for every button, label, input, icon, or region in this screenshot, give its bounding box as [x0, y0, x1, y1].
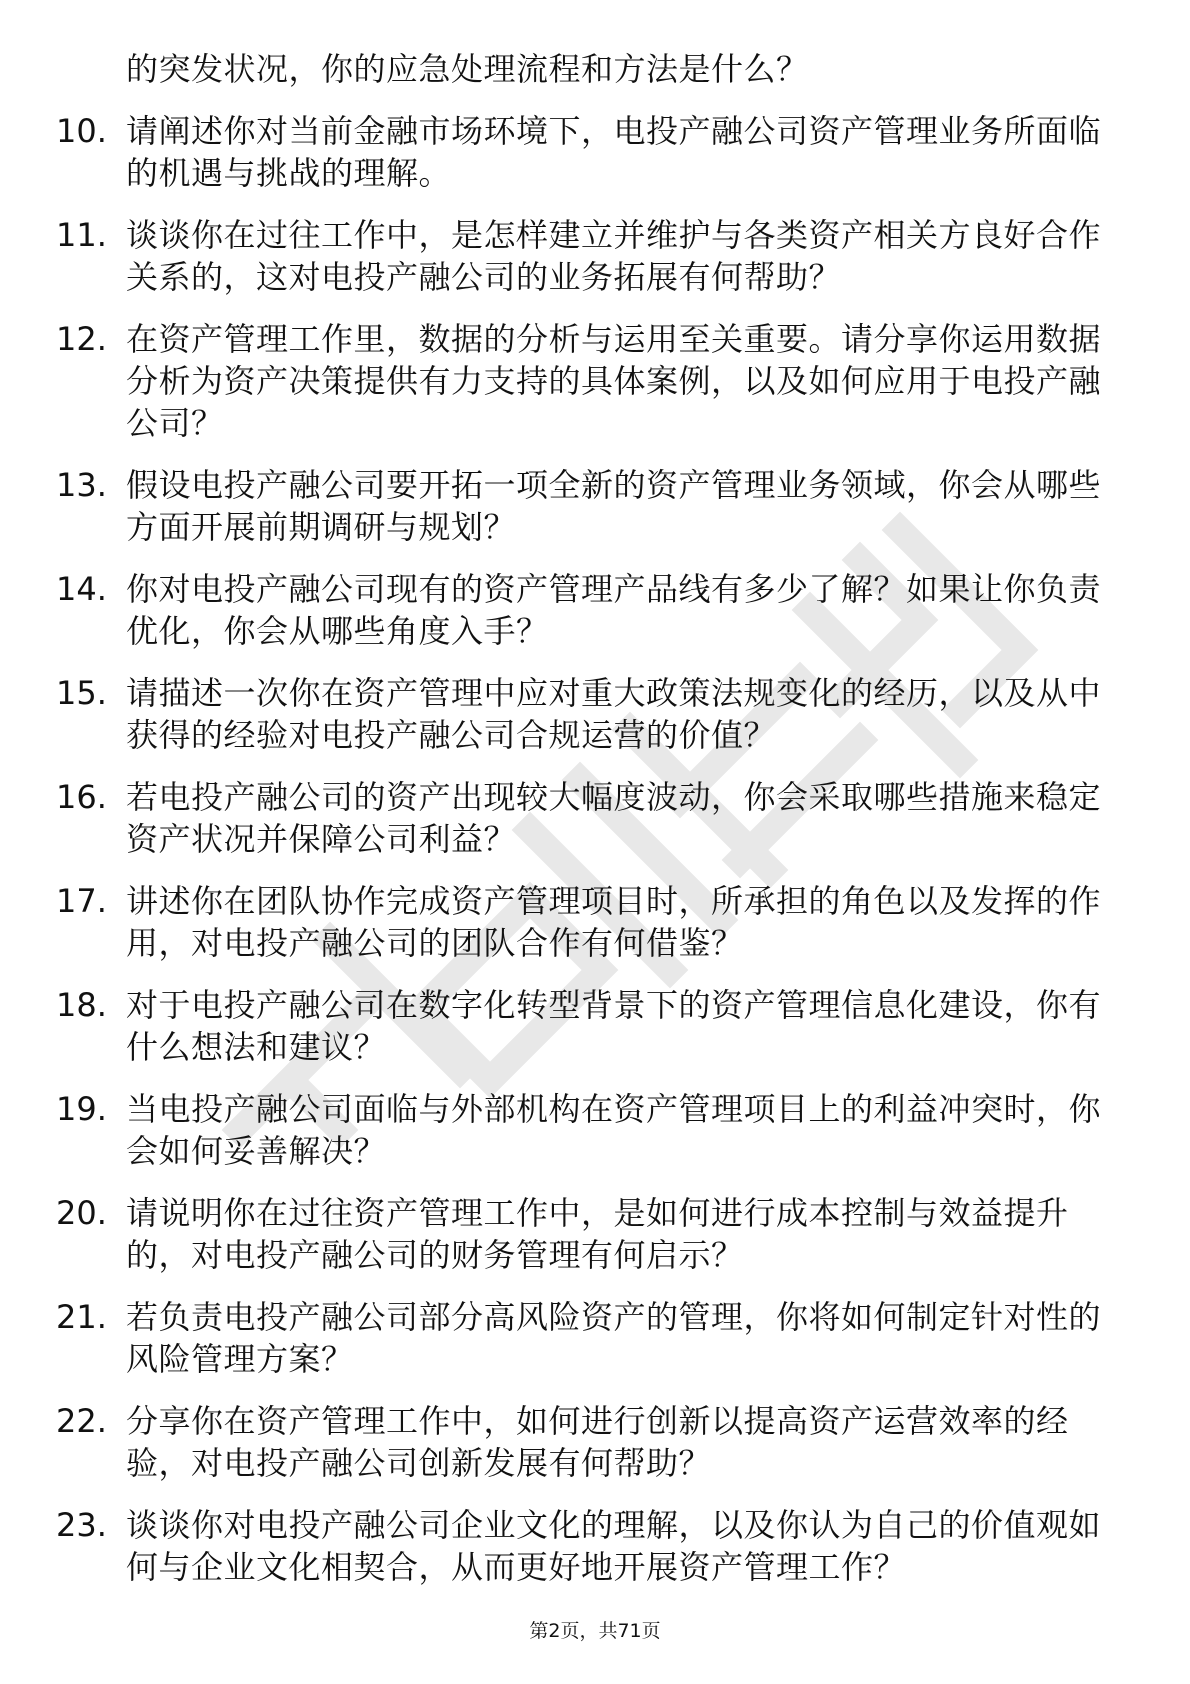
question-text: 请描述一次你在资产管理中应对重大政策法规变化的经历，以及从中获得的经验对电投产融公司合规运营的价值？	[126, 674, 1102, 754]
question-item-11	[0, 214, 1126, 298]
question-item-17	[0, 880, 1126, 964]
question-item-15	[0, 672, 1126, 756]
question-number: 16.	[56, 778, 107, 816]
question-item-14	[0, 568, 1126, 652]
question-text: 请说明你在过往资产管理工作中，是如何进行成本控制与效益提升的，对电投产融公司的财务管理有何启示？	[126, 1194, 1069, 1274]
question-number: 14.	[56, 570, 107, 608]
question-number: 12.	[56, 320, 107, 358]
question-number: 17.	[56, 882, 107, 920]
page-footer: 第2页，共71页	[529, 1620, 661, 1642]
question-item-20	[0, 1192, 1126, 1276]
question-item-19	[0, 1088, 1126, 1172]
question-item-16	[0, 776, 1126, 860]
question-content	[0, 48, 1190, 1608]
continued-question-text: 的突发状况，你的应急处理流程和方法是什么？	[126, 50, 809, 88]
question-number: 21.	[56, 1298, 107, 1336]
question-text: 当电投产融公司面临与外部机构在资产管理项目上的利益冲突时，你会如何妥善解决？	[126, 1090, 1102, 1170]
question-item-10	[0, 110, 1126, 194]
question-item-13	[0, 464, 1126, 548]
question-text: 谈谈你对电投产融公司企业文化的理解，以及你认为自己的价值观如何与企业文化相契合，从而更好地开展资产管理工作？	[126, 1506, 1102, 1586]
question-number: 15.	[56, 674, 107, 712]
question-number: 10.	[56, 112, 107, 150]
question-number: 18.	[56, 986, 107, 1024]
question-text: 在资产管理工作里，数据的分析与运用至关重要。请分享你运用数据分析为资产决策提供有力支持的具体案例，以及如何应用于电投产融公司？	[126, 320, 1102, 442]
question-number: 20.	[56, 1194, 107, 1232]
question-text: 若电投产融公司的资产出现较大幅度波动，你会采取哪些措施来稳定资产状况并保障公司利益？	[126, 778, 1102, 858]
question-number: 22.	[56, 1402, 107, 1440]
question-item-21	[0, 1296, 1126, 1380]
question-item-18	[0, 984, 1126, 1068]
question-number: 19.	[56, 1090, 107, 1128]
question-text: 若负责电投产融公司部分高风险资产的管理，你将如何制定针对性的风险管理方案？	[126, 1298, 1102, 1378]
question-number: 11.	[56, 216, 107, 254]
question-text: 对于电投产融公司在数字化转型背景下的资产管理信息化建设，你有什么想法和建议？	[126, 986, 1102, 1066]
question-number: 13.	[56, 466, 107, 504]
question-text: 谈谈你在过往工作中，是怎样建立并维护与各类资产相关方良好合作关系的，这对电投产融公司的业务拓展有何帮助？	[126, 216, 1102, 296]
question-text: 请阐述你对当前金融市场环境下，电投产融公司资产管理业务所面临的机遇与挑战的理解。	[126, 112, 1102, 192]
question-text: 假设电投产融公司要开拓一项全新的资产管理业务领域，你会从哪些方面开展前期调研与规划？	[126, 466, 1102, 546]
question-text: 你对电投产融公司现有的资产管理产品线有多少了解？如果让你负责优化，你会从哪些角度入手？	[126, 570, 1102, 650]
question-text: 分享你在资产管理工作中，如何进行创新以提高资产运营效率的经验，对电投产融公司创新发展有何帮助？	[126, 1402, 1069, 1482]
question-item-22	[0, 1400, 1126, 1484]
question-item-23	[0, 1504, 1126, 1588]
question-text: 讲述你在团队协作完成资产管理项目时，所承担的角色以及发挥的作用，对电投产融公司的团队合作有何借鉴？	[126, 882, 1102, 962]
question-list	[0, 110, 1190, 1588]
question-number: 23.	[56, 1506, 107, 1544]
question-item-12	[0, 318, 1126, 444]
